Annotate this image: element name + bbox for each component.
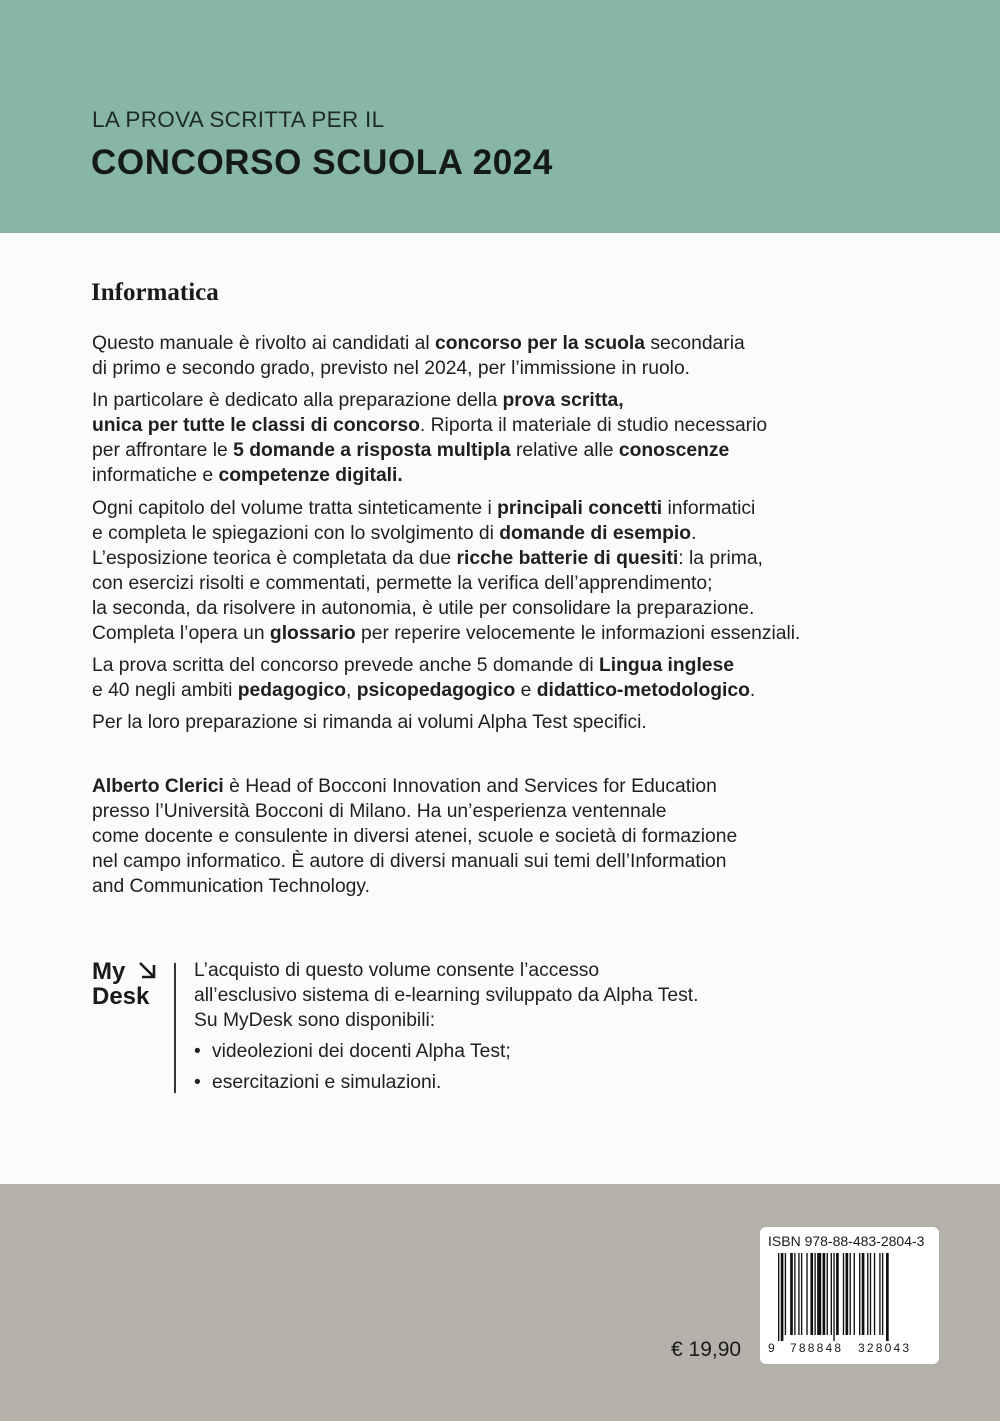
barcode-bar [831,1253,832,1335]
paragraph-focus: In particolare è dedicato alla preparazione della prova scritta, unica per tutte le classi di concorso. Riporta il materiale di studio necessario per affrontare le 5 domande a risposta multipla relative alle conoscenze informatiche e competenze digitali. [92,390,768,487]
barcode-bar [801,1253,802,1335]
price-label: € 19,90 [671,1338,742,1361]
header-band [0,0,1000,233]
barcode-bar [778,1253,779,1341]
barcode-icon [778,1253,928,1341]
barcode-bar [843,1253,844,1335]
barcode-bar [854,1253,855,1335]
barcode-bar [850,1253,851,1335]
paragraph-reference: Per la loro preparazione si rimanda ai volumi Alpha Test specifici. [92,712,647,734]
author-name: Alberto Clerici [92,776,224,797]
barcode-bar [785,1253,786,1335]
author-bio: Alberto Clerici è Head of Bocconi Innovation and Services for Education presso l’Università Bocconi di Milano. Ha un’esperienza ventennale come docente e consulente in diversi atenei, scuole e società di formazione nel campo informatico. È autore di diversi manuali sui temi dell’Information and Communication Technology. [92,776,738,898]
barcode-bar [862,1253,865,1335]
barcode-panel [760,1227,939,1364]
barcode-bar [790,1253,793,1335]
barcode-bar [836,1253,839,1335]
list-item: • videolezioni dei docenti Alpha Test; [194,1041,511,1063]
divider [174,963,176,1093]
barcode-bar [886,1253,889,1341]
mydesk-feature-list [194,1039,954,1095]
description [92,331,952,742]
mydesk-description: L’acquisto di questo volume consente l’accesso all’esclusivo sistema di e-learning sviluppato da Alpha Test. Su MyDesk sono disponibili: • videolezioni dei docenti Alpha Test; • esercitazioni e simulazioni. [194,958,954,1101]
barcode-bar [806,1253,807,1335]
arrow-down-right-icon [136,959,158,981]
barcode-bar [798,1253,799,1335]
barcode-bar [817,1253,821,1335]
barcode-bar [867,1253,868,1335]
barcode-bar [814,1253,815,1335]
barcode-bar [846,1253,849,1335]
barcode-bar [781,1253,784,1341]
paragraph-exam: La prova scritta del concorso prevede anche 5 domande di Lingua inglese e 40 negli ambiti pedagogico, psicopedagogico e didattico-metodologico. [92,655,756,702]
barcode-digits-right: 328043 [858,1341,912,1355]
barcode-bar [827,1253,828,1335]
barcode-bar [823,1253,826,1335]
mydesk-logo: My Desk [92,959,167,1009]
barcode-bar [794,1253,795,1335]
subject-heading: Informatica [91,279,219,306]
barcode-bar [879,1253,880,1335]
barcode-bar [874,1253,875,1335]
barcode-bar [870,1253,871,1335]
series-kicker: LA PROVA SCRITTA PER IL [92,107,385,132]
barcode-bar [882,1253,883,1335]
barcode-digits-left: 788848 [790,1341,844,1355]
list-item: • esercitazioni e simulazioni. [194,1072,442,1094]
barcode-bar [833,1253,834,1341]
barcode-bar [810,1253,813,1335]
paragraph-structure: Ogni capitolo del volume tratta sinteticamente i principali concetti informatici e completa le spiegazioni con lo svolgimento di domande di esempio. L’esposizione teorica è completata da due ricche batterie di quesiti: la prima, con esercizi risolti e commentati, permette la verifica dell’apprendimento; la seconda, da risolvere in autonomia, è utile per consolidare la preparazione. Completa l’opera un glossario per reperire velocemente le informazioni essenziali. [92,497,801,645]
barcode-bar [859,1253,860,1335]
barcode-digit-first: 9 [768,1341,775,1355]
isbn-label: ISBN 978-88-483-2804-3 [768,1233,925,1249]
book-title: CONCORSO SCUOLA 2024 [91,143,553,182]
paragraph-intro: Questo manuale è rivolto ai candidati al concorso per la scuola secondaria di primo e secondo grado, previsto nel 2024, per l’immissione in ruolo. [92,333,745,380]
